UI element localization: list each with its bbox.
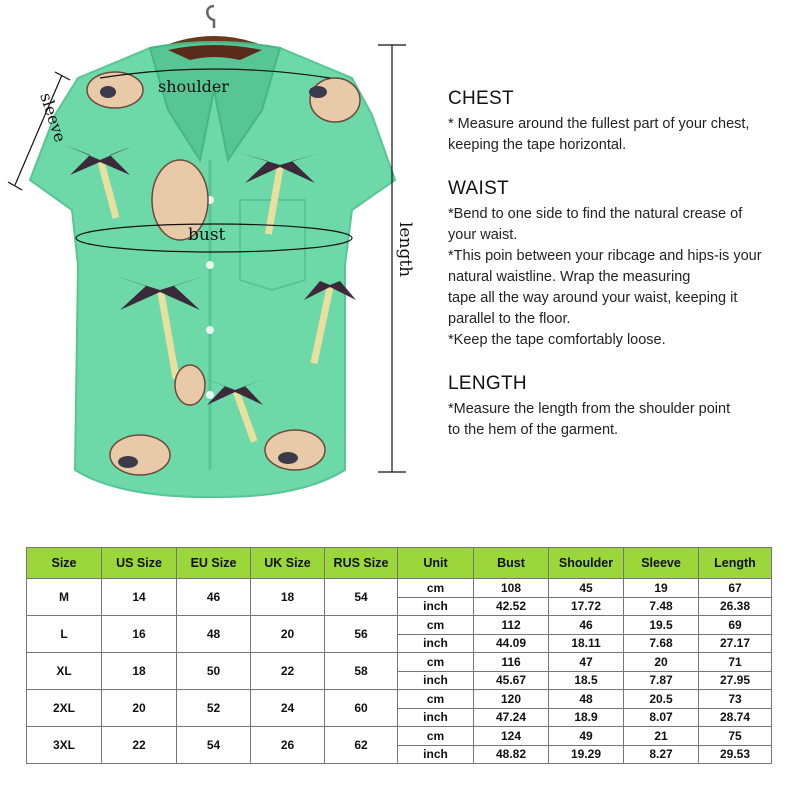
column-header: RUS Size [325,548,398,579]
cell-inch-value: 19.29 [549,745,624,764]
cell-inch-value: 45.67 [474,671,549,690]
cell-inch-value: 8.07 [624,708,699,727]
cell-unit: cm [398,579,474,598]
cell-rus: 56 [325,616,398,653]
guide-heading: LENGTH [448,373,527,394]
cell-unit: inch [398,597,474,616]
cell-inch-value: 8.27 [624,745,699,764]
cell-unit: inch [398,671,474,690]
cell-inch-value: 26.38 [699,597,772,616]
guide-text-line: your waist. [448,227,518,243]
cell-unit: inch [398,634,474,653]
cell-cm-value: 73 [699,690,772,709]
guide-text-line: keeping the tape horizontal. [448,137,627,153]
cell-size: XL [27,653,102,690]
size-chart-table [26,547,772,764]
cell-rus: 58 [325,653,398,690]
cell-cm-value: 71 [699,653,772,672]
cell-cm-value: 47 [549,653,624,672]
cell-rus: 62 [325,727,398,764]
cell-unit: cm [398,616,474,635]
table-header-row [27,548,772,579]
cell-size: M [27,579,102,616]
cell-rus: 54 [325,579,398,616]
cell-inch-value: 18.11 [549,634,624,653]
cell-cm-value: 120 [474,690,549,709]
cell-uk: 20 [251,616,325,653]
length-label: length [395,222,415,278]
cell-uk: 18 [251,579,325,616]
guide-section-length [448,373,788,441]
cell-inch-value: 18.5 [549,671,624,690]
guide-text-line: *Measure the length from the shoulder point [448,401,731,417]
column-header: Size [27,548,102,579]
cell-size: 2XL [27,690,102,727]
cell-inch-value: 27.17 [699,634,772,653]
cell-eu: 46 [177,579,251,616]
cell-size: L [27,616,102,653]
guide-text-line: * Measure around the fullest part of your chest, [448,116,750,132]
cell-inch-value: 29.53 [699,745,772,764]
guide-heading: CHEST [448,88,514,109]
cell-inch-value: 17.72 [549,597,624,616]
column-header: Sleeve [624,548,699,579]
cell-cm-value: 20 [624,653,699,672]
cell-cm-value: 67 [699,579,772,598]
cell-cm-value: 48 [549,690,624,709]
bust-label: bust [188,225,226,245]
column-header: Unit [398,548,474,579]
guide-section-chest [448,88,788,156]
guide-text-line: natural waistline. Wrap the measuring [448,269,691,285]
cell-size: 3XL [27,727,102,764]
cell-us: 16 [102,616,177,653]
cell-inch-value: 7.68 [624,634,699,653]
cell-rus: 60 [325,690,398,727]
column-header: EU Size [177,548,251,579]
table-row [27,727,772,746]
cell-inch-value: 44.09 [474,634,549,653]
column-header: Shoulder [549,548,624,579]
sleeve-label: sleeve [36,90,70,145]
cell-unit: cm [398,690,474,709]
cell-cm-value: 19 [624,579,699,598]
cell-inch-value: 42.52 [474,597,549,616]
cell-inch-value: 28.74 [699,708,772,727]
column-header: Length [699,548,772,579]
cell-inch-value: 7.87 [624,671,699,690]
cell-us: 14 [102,579,177,616]
cell-uk: 24 [251,690,325,727]
table-row [27,690,772,709]
cell-us: 22 [102,727,177,764]
cell-eu: 50 [177,653,251,690]
cell-uk: 22 [251,653,325,690]
cell-unit: inch [398,745,474,764]
cell-us: 18 [102,653,177,690]
cell-unit: cm [398,727,474,746]
table-row [27,616,772,635]
cell-cm-value: 21 [624,727,699,746]
cell-cm-value: 49 [549,727,624,746]
cell-cm-value: 75 [699,727,772,746]
cell-cm-value: 45 [549,579,624,598]
cell-inch-value: 7.48 [624,597,699,616]
cell-inch-value: 27.95 [699,671,772,690]
cell-eu: 54 [177,727,251,764]
cell-cm-value: 46 [549,616,624,635]
cell-uk: 26 [251,727,325,764]
cell-eu: 48 [177,616,251,653]
cell-unit: inch [398,708,474,727]
guide-text-line: *Keep the tape comfortably loose. [448,332,666,348]
measuring-guide [448,88,788,463]
cell-cm-value: 116 [474,653,549,672]
cell-cm-value: 69 [699,616,772,635]
guide-text-line: *This poin between your ribcage and hips-is your [448,248,762,264]
cell-eu: 52 [177,690,251,727]
column-header: Bust [474,548,549,579]
guide-text-line: *Bend to one side to find the natural crease of [448,206,743,222]
guide-text-line: parallel to the floor. [448,311,571,327]
guide-heading: WAIST [448,178,509,199]
cell-unit: cm [398,653,474,672]
cell-cm-value: 20.5 [624,690,699,709]
table-row [27,653,772,672]
cell-inch-value: 48.82 [474,745,549,764]
column-header: UK Size [251,548,325,579]
cell-inch-value: 18.9 [549,708,624,727]
shirt-illustration [0,0,430,520]
guide-section-waist [448,178,788,351]
guide-text-line: to the hem of the garment. [448,422,619,438]
cell-inch-value: 47.24 [474,708,549,727]
cell-cm-value: 124 [474,727,549,746]
cell-cm-value: 108 [474,579,549,598]
cell-cm-value: 112 [474,616,549,635]
cell-cm-value: 19.5 [624,616,699,635]
cell-us: 20 [102,690,177,727]
shoulder-label: shoulder [158,77,229,96]
table-row [27,579,772,598]
guide-text-line: tape all the way around your waist, keeping it [448,290,738,306]
column-header: US Size [102,548,177,579]
